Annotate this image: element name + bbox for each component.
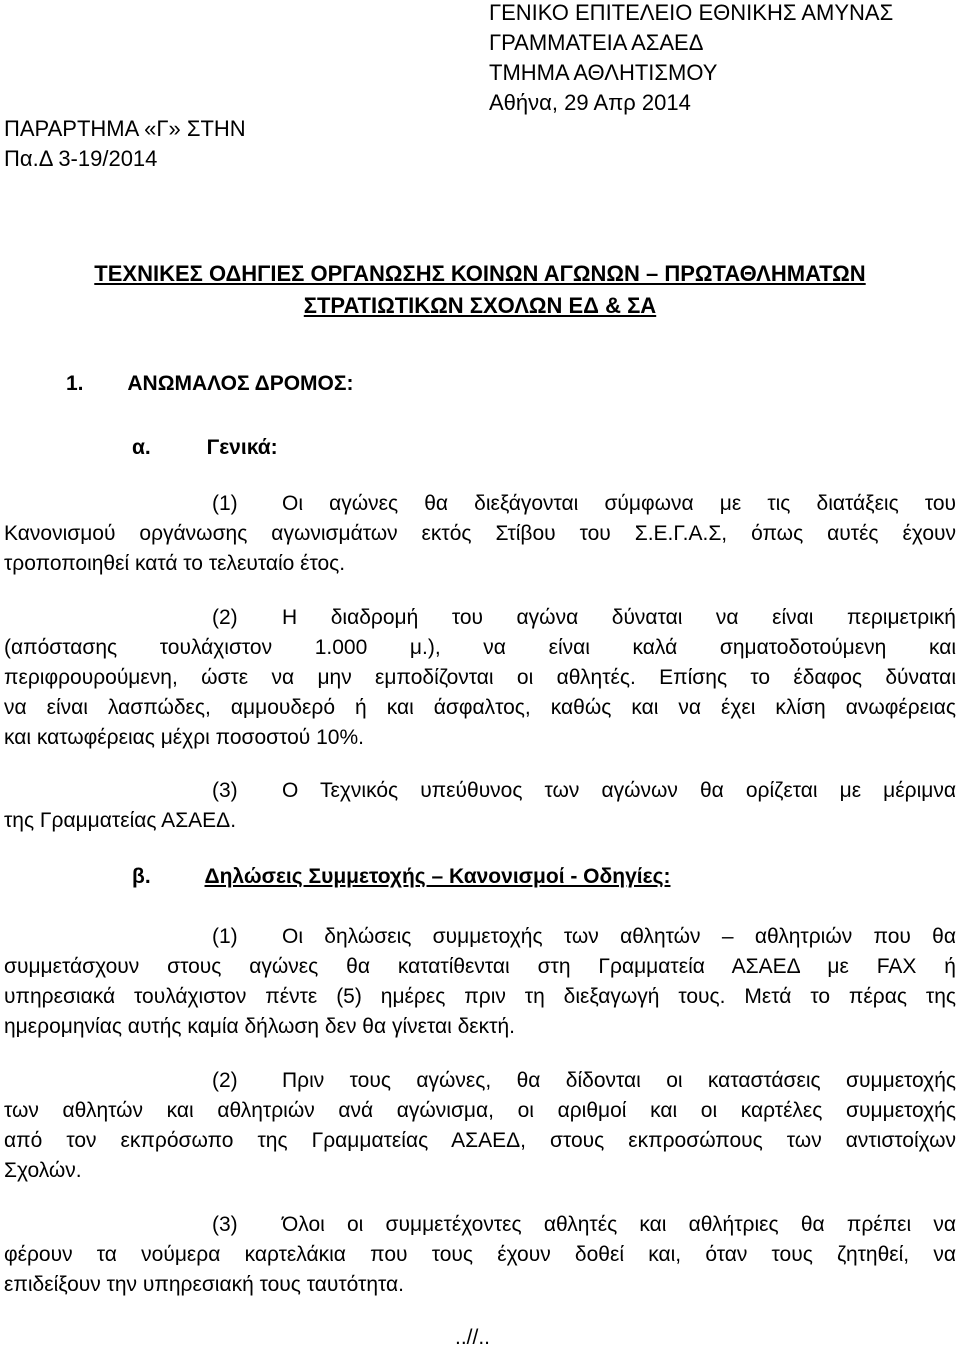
paragraph-line: (απόστασης τουλάχιστον 1.000 μ.), να είναι καλά σηματοδοτούμενη και <box>4 636 956 659</box>
paragraph-a2 <box>4 603 956 753</box>
document-title <box>0 258 960 322</box>
paragraph-number: (1) <box>212 492 238 515</box>
annex-reference: Πα.Δ 3-19/2014 <box>4 146 158 171</box>
paragraph-line: Ο Τεχνικός υπεύθυνος των αγώνων θα ορίζεται με μέριμνα <box>282 779 956 802</box>
subsection-letter: α. <box>132 436 151 459</box>
paragraph-line: και κατωφέρειας μέχρι ποσοστού 10%. <box>4 726 364 749</box>
paragraph-line: επιδείξουν την υπηρεσιακή τους ταυτότητα. <box>4 1273 404 1296</box>
paragraph-b3 <box>4 1210 956 1300</box>
subsection-letter: β. <box>132 865 151 888</box>
header-line-org: ΓΕΝΙΚΟ ΕΠΙΤΕΛΕΙΟ ΕΘΝΙΚΗΣ ΑΜΥΝΑΣ <box>489 0 894 25</box>
paragraph-a3 <box>4 776 956 836</box>
header-annex <box>4 114 246 174</box>
paragraph-line: Σχολών. <box>4 1159 82 1182</box>
paragraph-line: Πριν τους αγώνες, θα δίδονται οι καταστάσεις συμμετοχής <box>282 1069 956 1092</box>
paragraph-line: της Γραμματείας ΑΣΑΕΔ. <box>4 809 237 832</box>
header-line-department: ΤΜΗΜΑ ΑΘΛΗΤΙΣΜΟΥ <box>489 60 718 85</box>
annex-line: ΠΑΡΑΡΤΗΜΑ «Γ» ΣΤΗΝ <box>4 116 246 141</box>
section-number: 1. <box>66 372 84 395</box>
paragraph-number: (1) <box>212 925 238 948</box>
paragraph-line: τροποποιηθεί κατά το τελευταίο έτος. <box>4 552 346 575</box>
paragraph-number: (2) <box>212 606 238 629</box>
paragraph-line: υπηρεσιακά τουλάχιστον πέντε (5) ημέρες πριν τη διεξαγωγή τους. Μετά το πέρας της <box>4 985 956 1008</box>
header-line-secretariat: ΓΡΑΜΜΑΤΕΙΑ ΑΣΑΕΔ <box>489 30 704 55</box>
paragraph-line: Η διαδρομή του αγώνα δύναται να είναι περιμετρική <box>282 606 956 629</box>
subsection-b-heading <box>132 865 670 889</box>
paragraph-a1 <box>4 489 956 579</box>
paragraph-number: (3) <box>212 779 238 802</box>
paragraph-line: των αθλητών και αθλητριών ανά αγώνισμα, οι αριθμοί και οι καρτέλες συμμετοχής <box>4 1099 956 1122</box>
paragraph-line: ημερομηνίας αυτής καμία δήλωση δεν θα γίνεται δεκτή. <box>4 1015 515 1038</box>
title-line-1: ΤΕΧΝΙΚΕΣ ΟΔΗΓΙΕΣ ΟΡΓΑΝΩΣΗΣ ΚΟΙΝΩΝ ΑΓΩΝΩΝ – ΠΡΩΤΑΘΛΗΜΑΤΩΝ <box>94 261 866 286</box>
paragraph-b2 <box>4 1066 956 1186</box>
subsection-a-heading <box>132 436 278 460</box>
paragraph-line: Όλοι οι συμμετέχοντες αθλητές και αθλήτριες θα πρέπει να <box>282 1213 956 1236</box>
paragraph-line: να είναι λασπώδες, αμμουδερό ή και άσφαλτος, καθώς και να έχει κλίση ανωφέρειας <box>4 696 956 719</box>
section-heading <box>66 372 353 396</box>
paragraph-line: Οι δηλώσεις συμμετοχής των αθλητών – αθλητριών που θα <box>282 925 956 948</box>
header-org <box>489 0 893 118</box>
paragraph-b1 <box>4 922 956 1042</box>
paragraph-number: (2) <box>212 1069 238 1092</box>
paragraph-line: συμμετάσχουν στους αγώνες θα κατατίθενται στη Γραμματεία ΑΣΑΕΔ με FAX ή <box>4 955 956 978</box>
paragraph-line: από τον εκπρόσωπο της Γραμματείας ΑΣΑΕΔ, στους εκπροσώπους των αντιστοίχων <box>4 1129 956 1152</box>
header-line-date: Αθήνα, 29 Απρ 2014 <box>489 90 691 115</box>
subsection-label: Γενικά: <box>206 436 278 459</box>
paragraph-number: (3) <box>212 1213 238 1236</box>
title-line-2: ΣΤΡΑΤΙΩΤΙΚΩΝ ΣΧΟΛΩΝ ΕΔ & ΣΑ <box>303 293 657 318</box>
paragraph-line: Κανονισμού οργάνωσης αγωνισμάτων εκτός Στίβου του Σ.Ε.Γ.Α.Σ, όπως αυτές έχουν <box>4 522 956 545</box>
subsection-label: Δηλώσεις Συμμετοχής – Κανονισμοί - Οδηγίες: <box>204 865 671 888</box>
section-label: ΑΝΩΜΑΛΟΣ ΔΡΟΜΟΣ: <box>127 372 354 395</box>
paragraph-line: Οι αγώνες θα διεξάγονται σύμφωνα με τις διατάξεις του <box>282 492 956 515</box>
paragraph-line: περιφρουρούμενη, ώστε να μην εμποδίζονται οι αθλητές. Επίσης το έδαφος δύναται <box>4 666 956 689</box>
paragraph-line: φέρουν τα νούμερα καρτελάκια που τους έχουν δοθεί και, όταν τους ζητηθεί, να <box>4 1243 956 1266</box>
continuation-mark: ..//.. <box>455 1326 491 1349</box>
